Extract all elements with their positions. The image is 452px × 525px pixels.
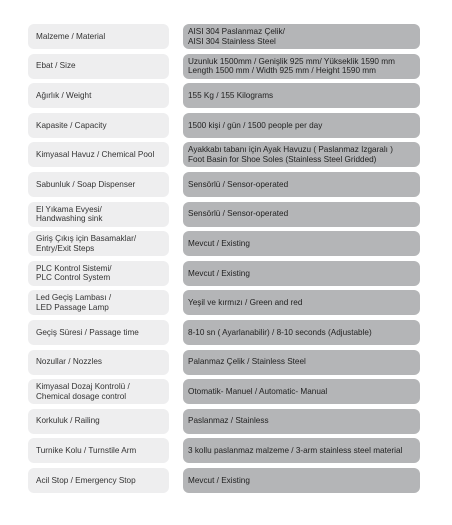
spec-label bbox=[28, 379, 169, 404]
spec-label bbox=[28, 54, 169, 79]
spec-row-material bbox=[28, 24, 420, 49]
spec-label-text: Nozullar / Nozzles bbox=[36, 357, 102, 367]
spec-value-text: AISI 304 Paslanmaz Çelik/ AISI 304 Stainless Steel bbox=[188, 27, 285, 46]
spec-value bbox=[183, 24, 420, 49]
spec-value-text: Paslanmaz / Stainless bbox=[188, 416, 269, 426]
spec-label-text: El Yıkama Evyesi/ Handwashing sink bbox=[36, 204, 103, 224]
spec-value-text: 8-10 sn ( Ayarlanabilir) / 8-10 seconds (Adjustable) bbox=[188, 327, 372, 337]
spec-row-plc-control bbox=[28, 261, 420, 286]
spec-row-nozzles bbox=[28, 350, 420, 375]
spec-row-handwashing-sink bbox=[28, 202, 420, 227]
spec-value-text: Sensörlü / Sensor-operated bbox=[188, 179, 289, 189]
spec-label-text: Kapasite / Capacity bbox=[36, 120, 107, 130]
spec-value bbox=[183, 438, 420, 463]
spec-row-led-lamp bbox=[28, 290, 420, 315]
spec-label-text: Ağırlık / Weight bbox=[36, 90, 92, 100]
spec-value-text: Uzunluk 1500mm / Genişlik 925 mm/ Yükseklik 1590 mm Length 1500 mm / Width 925 mm / Height 1590 mm bbox=[188, 56, 395, 76]
spec-label bbox=[28, 231, 169, 256]
spec-label-text: Ebat / Size bbox=[36, 61, 76, 71]
spec-label bbox=[28, 202, 169, 227]
spec-value-text: 155 Kg / 155 Kilograms bbox=[188, 90, 274, 100]
spec-label-text: Sabunluk / Soap Dispenser bbox=[36, 179, 136, 189]
spec-label-text: Acil Stop / Emergency Stop bbox=[36, 475, 136, 485]
spec-row-railing bbox=[28, 409, 420, 434]
spec-value bbox=[183, 202, 420, 227]
spec-label bbox=[28, 438, 169, 463]
spec-label bbox=[28, 113, 169, 138]
spec-label bbox=[28, 468, 169, 493]
spec-value-text: Yeşil ve kırmızı / Green and red bbox=[188, 298, 303, 308]
spec-label bbox=[28, 24, 169, 49]
spec-value bbox=[183, 409, 420, 434]
spec-row-passage-time bbox=[28, 320, 420, 345]
spec-label-text: Malzeme / Material bbox=[36, 31, 106, 41]
spec-label bbox=[28, 290, 169, 315]
spec-value bbox=[183, 379, 420, 404]
spec-value bbox=[183, 83, 420, 108]
spec-value-text: Mevcut / Existing bbox=[188, 238, 250, 248]
spec-label bbox=[28, 320, 169, 345]
spec-value-text: Palanmaz Çelik / Stainless Steel bbox=[188, 357, 306, 367]
spec-value-text: Mevcut / Existing bbox=[188, 268, 250, 278]
spec-label-text: Turnike Kolu / Turnstile Arm bbox=[36, 446, 137, 456]
spec-value bbox=[183, 320, 420, 345]
spec-row-weight bbox=[28, 83, 420, 108]
spec-label-text: Giriş Çıkış için Basamaklar/ Entry/Exit Steps bbox=[36, 234, 137, 253]
spec-value-text: Ayakkabı tabanı için Ayak Havuzu ( Paslanmaz Izgaralı ) Foot Basin for Shoe Soles (Stainless Steel Gridded) bbox=[188, 145, 393, 164]
spec-value-text: Mevcut / Existing bbox=[188, 475, 250, 485]
spec-value bbox=[183, 350, 420, 375]
spec-label-text: Korkuluk / Railing bbox=[36, 416, 100, 426]
spec-label bbox=[28, 261, 169, 286]
spec-value bbox=[183, 468, 420, 493]
spec-value-text: Otomatik- Manuel / Automatic- Manual bbox=[188, 386, 328, 396]
spec-label-text: PLC Kontrol Sistemi/ PLC Control System bbox=[36, 263, 112, 283]
spec-row-entry-exit-steps bbox=[28, 231, 420, 256]
spec-row-capacity bbox=[28, 113, 420, 138]
spec-row-dosage-control bbox=[28, 379, 420, 404]
spec-table bbox=[28, 24, 420, 498]
spec-row-emergency-stop bbox=[28, 468, 420, 493]
spec-value bbox=[183, 261, 420, 286]
spec-label-text: Led Geçiş Lambası / LED Passage Lamp bbox=[36, 293, 112, 312]
spec-value-text: 3 kollu paslanmaz malzeme / 3-arm stainless steel material bbox=[188, 446, 403, 456]
spec-label-text: Geçiş Süresi / Passage time bbox=[36, 327, 139, 337]
spec-value bbox=[183, 172, 420, 197]
spec-label-text: Kimyasal Havuz / Chemical Pool bbox=[36, 150, 155, 160]
spec-value-text: 1500 kişi / gün / 1500 people per day bbox=[188, 120, 323, 130]
spec-value bbox=[183, 54, 420, 79]
spec-value bbox=[183, 113, 420, 138]
spec-row-turnstile-arm bbox=[28, 438, 420, 463]
spec-value bbox=[183, 142, 420, 167]
spec-label bbox=[28, 142, 169, 167]
spec-row-soap-dispenser bbox=[28, 172, 420, 197]
spec-value bbox=[183, 231, 420, 256]
spec-label bbox=[28, 350, 169, 375]
spec-label bbox=[28, 172, 169, 197]
spec-label bbox=[28, 83, 169, 108]
spec-row-size bbox=[28, 54, 420, 79]
spec-row-chemical-pool bbox=[28, 142, 420, 167]
spec-value bbox=[183, 290, 420, 315]
spec-value-text: Sensörlü / Sensor-operated bbox=[188, 209, 289, 219]
spec-label-text: Kimyasal Dozaj Kontrolü / Chemical dosage control bbox=[36, 382, 130, 401]
spec-label bbox=[28, 409, 169, 434]
